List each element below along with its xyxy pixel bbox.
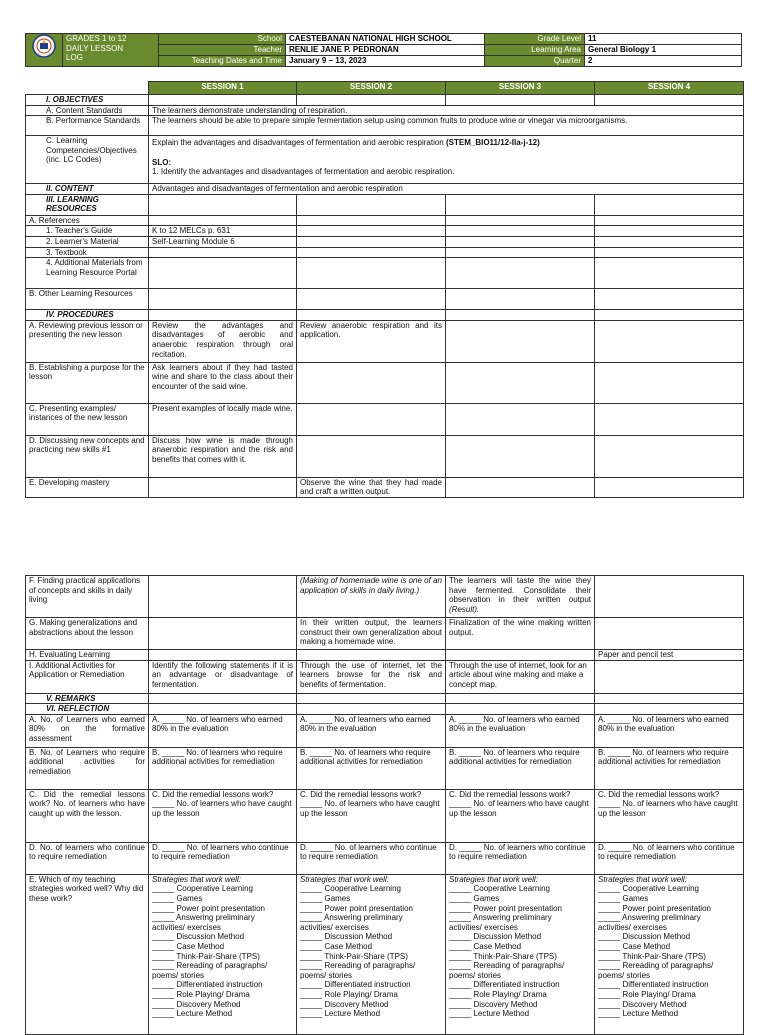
reflection-c-s2: C. Did the remedial lessons work? _____ No. of learners who have caught up the lesson xyxy=(297,789,446,842)
mastery-label: E. Developing mastery xyxy=(26,477,149,497)
log-title-line2: DAILY LESSON xyxy=(66,43,124,53)
reflection-a-s1: A. _____ No. of learners who earned 80% in the evaluation xyxy=(149,714,297,747)
strategy-item: _____ Case Method xyxy=(152,941,225,951)
strategy-item: _____ Differentiated instruction xyxy=(449,980,560,990)
log-title-line3: LOG xyxy=(66,53,83,63)
reflection-d-s3: D. _____ No. of learners who continue to require remediation xyxy=(446,842,595,874)
quarter-label: Quarter xyxy=(485,56,585,67)
strategies-title: Strategies that work well: xyxy=(449,874,538,884)
strategy-item: activities/ exercises xyxy=(152,922,221,932)
reviewing-s2: Review anaerobic respiration and its application. xyxy=(297,320,446,362)
strategy-item: _____ Answering preliminary xyxy=(598,913,701,923)
strategy-item: _____ Discussion Method xyxy=(449,932,542,942)
other-resources-label: B. Other Learning Resources xyxy=(26,289,149,310)
strategy-item: _____ Case Method xyxy=(300,941,373,951)
objectives-heading: I. OBJECTIVES xyxy=(26,95,149,106)
learning-competencies-label: C. Learning Competencies/Objectives (inc. LC Codes) xyxy=(26,136,149,184)
content-standards-label: A. Content Standards xyxy=(26,105,149,116)
remarks-heading: V. REMARKS xyxy=(26,693,149,704)
applications-s2: (Making of homemade wine is one of an application of skills in daily living.) xyxy=(297,576,446,618)
strategy-item: _____ Role Playing/ Drama xyxy=(152,989,250,999)
additional-materials-label: 4. Additional Materials from Learning Resource Portal xyxy=(26,258,149,289)
procedures-heading: IV. PROCEDURES xyxy=(26,310,149,321)
reflection-d-s2: D. _____ No. of learners who continue to require remediation xyxy=(297,842,446,874)
learners-material-label: 2. Learner's Material xyxy=(26,236,149,247)
teacher-value: RENLIE JANE P. PEDRONAN xyxy=(286,45,485,56)
slo-label: SLO: xyxy=(152,157,172,167)
strategy-item: _____ Games xyxy=(152,893,203,903)
log-title xyxy=(63,34,159,67)
mastery-s2: Observe the wine that they had made and craft a written output. xyxy=(297,477,446,497)
strategy-item: _____ Differentiated instruction xyxy=(152,980,263,990)
session-4-header: SESSION 4 xyxy=(595,82,744,95)
area-label: Learning Area xyxy=(485,45,585,56)
generalizations-s2: In their written output, the learners construct their own generalization about making a homemade wine. xyxy=(297,618,446,650)
strategy-item: _____ Power point presentation xyxy=(598,903,711,913)
purpose-s1: Ask learners about if they had tasted wine and share to the class about their encounter of the said wine. xyxy=(149,362,297,403)
school-value: CAESTEBANAN NATIONAL HIGH SCHOOL xyxy=(286,34,485,45)
lesson-table-bottom xyxy=(25,575,744,1035)
strategy-item: _____ Case Method xyxy=(449,941,522,951)
strategy-item: _____ Answering preliminary xyxy=(449,913,552,923)
strategy-item: _____ Think-Pair-Share (TPS) xyxy=(449,951,557,961)
session-1-header: SESSION 1 xyxy=(149,82,297,95)
grade-label: Grade Level xyxy=(485,34,585,45)
content-text: Advantages and disadvantages of fermentation and aerobic respiration xyxy=(149,184,744,195)
dates-value: January 9 – 13, 2023 xyxy=(286,56,485,67)
strategy-item: _____ Discussion Method xyxy=(152,932,245,942)
references-label: A. References xyxy=(26,215,149,226)
strategy-item: _____ Cooperative Learning xyxy=(449,884,550,894)
strategy-item: _____ Rereading of paragraphs/ xyxy=(598,961,714,971)
strategy-item: _____ Lecture Method xyxy=(152,1009,233,1019)
strategy-item: _____ Think-Pair-Share (TPS) xyxy=(300,951,408,961)
strategy-item: _____ Power point presentation xyxy=(300,903,413,913)
content-standards-text: The learners demonstrate understanding of respiration. xyxy=(149,105,744,116)
competency-code: (STEM_BIO11/12-IIa-j-12) xyxy=(445,138,540,148)
strategy-item: _____ Differentiated instruction xyxy=(300,980,411,990)
strategy-item: activities/ exercises xyxy=(300,922,369,932)
strategy-item: _____ Games xyxy=(300,893,351,903)
reflection-b-label: B. No. of Learners who require additional activities for remediation xyxy=(26,747,149,789)
strategy-item: _____ Power point presentation xyxy=(152,903,265,913)
strategy-item: _____ Differentiated instruction xyxy=(598,980,709,990)
strategy-item: _____ Discovery Method xyxy=(598,999,687,1009)
reviewing-s1: Review the advantages and disadvantages of aerobic and anaerobic respiration through oral recitation. xyxy=(149,320,297,362)
strategies-title: Strategies that work well: xyxy=(152,874,241,884)
strategy-item: _____ Role Playing/ Drama xyxy=(300,989,398,999)
generalizations-s3: Finalization of the wine making written output. xyxy=(446,618,595,650)
strategy-item: _____ Games xyxy=(449,893,500,903)
log-title-line1: GRADES 1 to 12 xyxy=(66,34,127,43)
additional-activities-s3: Through the use of internet, look for an article about wine making and make a concept map. xyxy=(446,660,595,693)
competency-text: Explain the advantages and disadvantages of fermentation and aerobic respiration xyxy=(152,138,444,148)
strategy-item: _____ Cooperative Learning xyxy=(300,884,401,894)
applications-s3-text: The learners will taste the wine they have fermented. Consolidate their observation in their written output xyxy=(449,576,591,605)
strategy-item: _____ Case Method xyxy=(598,941,671,951)
strategy-item: _____ Think-Pair-Share (TPS) xyxy=(152,951,260,961)
performance-standards-text: The learners should be able to prepare simple fermentation setup using common fruits to produce wine or vinegar via microorganisms. xyxy=(149,116,744,136)
reflection-c-s1: C. Did the remedial lessons work? _____ No. of learners who have caught up the lesson xyxy=(149,789,297,842)
additional-activities-s2: Through the use of internet, let the learners browse for the risk and benefits of fermentation. xyxy=(297,660,446,693)
reflection-d-label: D. No. of learners who continue to require remediation xyxy=(26,842,149,874)
teachers-guide-label: 1. Teacher's Guide xyxy=(26,226,149,237)
session-corner xyxy=(26,82,149,95)
presenting-label: C. Presenting examples/ instances of the new lesson xyxy=(26,403,149,435)
strategy-item: poems/ stories xyxy=(152,970,205,980)
deped-seal-cell xyxy=(26,34,63,67)
strategy-item: poems/ stories xyxy=(598,970,651,980)
reflection-d-s1: D. _____ No. of learners who continue to require remediation xyxy=(149,842,297,874)
strategy-item: _____ Lecture Method xyxy=(449,1009,530,1019)
discussing-s1: Discuss how wine is made through anaerobic respiration and the risk and benefits that comes with it. xyxy=(149,435,297,477)
learners-material-value: Self-Learning Module 6 xyxy=(149,236,297,247)
session-3-header: SESSION 3 xyxy=(446,82,595,95)
discussing-label: D. Discussing new concepts and practicing new skills #1 xyxy=(26,435,149,477)
evaluating-label: H. Evaluating Learning xyxy=(26,650,149,661)
deped-seal-icon xyxy=(32,34,56,58)
strategy-item: _____ Role Playing/ Drama xyxy=(598,989,696,999)
strategy-item: _____ Discussion Method xyxy=(300,932,393,942)
strategy-item: _____ Discovery Method xyxy=(449,999,538,1009)
teachers-guide-value: K to 12 MELCs p. 631 xyxy=(149,226,297,237)
reflection-d-s4: D. _____ No. of learners who continue to require remediation xyxy=(595,842,744,874)
strategy-item: _____ Power point presentation xyxy=(449,903,562,913)
grade-value: 11 xyxy=(585,34,742,45)
reflection-a-s2: A. _____ No. of learners who earned 80% in the evaluation xyxy=(297,714,446,747)
strategies-s2 xyxy=(297,874,446,1034)
header-table xyxy=(25,33,742,67)
reflection-b-s4: B. _____ No. of learners who require additional activities for remediation xyxy=(595,747,744,789)
strategies-s3 xyxy=(446,874,595,1034)
presenting-s1: Present examples of locally made wine. xyxy=(149,403,297,435)
dates-label: Teaching Dates and Time xyxy=(159,56,286,67)
lesson-table-top xyxy=(25,81,744,498)
evaluating-s4: Paper and pencil test xyxy=(595,650,744,661)
area-value: General Biology 1 xyxy=(585,45,742,56)
learning-competencies-cell xyxy=(149,136,744,184)
generalizations-label: G. Making generalizations and abstractions about the lesson xyxy=(26,618,149,650)
strategy-item: _____ Rereading of paragraphs/ xyxy=(300,961,416,971)
reflection-a-s4: A. _____ No. of learners who earned 80% in the evaluation xyxy=(595,714,744,747)
strategy-item: _____ Lecture Method xyxy=(598,1009,679,1019)
reflection-b-s1: B. _____ No. of learners who require additional activities for remediation xyxy=(149,747,297,789)
learning-resources-heading: III. LEARNING RESOURCES xyxy=(26,194,149,215)
strategy-item: _____ Cooperative Learning xyxy=(152,884,253,894)
textbook-label: 3. Textbook xyxy=(26,247,149,258)
strategy-item: poems/ stories xyxy=(300,970,353,980)
strategies-title: Strategies that work well: xyxy=(300,874,389,884)
applications-s3 xyxy=(446,576,595,618)
teacher-label: Teacher xyxy=(159,45,286,56)
reflection-c-s3: C. Did the remedial lessons work? _____ No. of learners who have caught up the lesson xyxy=(446,789,595,842)
reflection-b-s2: B. _____ No. of learners who require additional activities for remediation xyxy=(297,747,446,789)
strategy-item: _____ Answering preliminary xyxy=(152,913,255,923)
strategies-title: Strategies that work well: xyxy=(598,874,687,884)
strategy-item: _____ Rereading of paragraphs/ xyxy=(449,961,565,971)
school-label: School xyxy=(159,34,286,45)
reflection-c-s4: C. Did the remedial lessons work? _____ No. of learners who have caught up the lesson xyxy=(595,789,744,842)
strategies-s1 xyxy=(149,874,297,1034)
strategy-item: activities/ exercises xyxy=(449,922,518,932)
reflection-a-s3: A. _____ No. of learners who earned 80% in the evaluation xyxy=(446,714,595,747)
performance-standards-label: B. Performance Standards xyxy=(26,116,149,136)
content-heading: II. CONTENT xyxy=(26,184,149,195)
strategy-item: poems/ stories xyxy=(449,970,502,980)
reviewing-label: A. Reviewing previous lesson or presenting the new lesson xyxy=(26,320,149,362)
reflection-a-label: A. No. of Learners who earned 80% on the formative assessment xyxy=(26,714,149,747)
reflection-c-label: C. Did the remedial lessons work? No. of learners who have caught up with the lesson. xyxy=(26,789,149,842)
reflection-e-label: E. Which of my teaching strategies worked well? Why did these work? xyxy=(26,874,149,1034)
strategy-item: _____ Answering preliminary xyxy=(300,913,403,923)
session-2-header: SESSION 2 xyxy=(297,82,446,95)
strategy-item: _____ Discussion Method xyxy=(598,932,691,942)
strategies-s4 xyxy=(595,874,744,1034)
strategy-item: _____ Cooperative Learning xyxy=(598,884,699,894)
purpose-label: B. Establishing a purpose for the lesson xyxy=(26,362,149,403)
reflection-heading: VI. REFLECTION xyxy=(26,704,149,715)
reflection-b-s3: B. _____ No. of learners who require additional activities for remediation xyxy=(446,747,595,789)
strategy-item: _____ Think-Pair-Share (TPS) xyxy=(598,951,706,961)
slo-text: 1. Identify the advantages and disadvantages of fermentation and aerobic respiration. xyxy=(152,167,455,177)
applications-label: F. Finding practical applications of concepts and skills in daily living xyxy=(26,576,149,618)
additional-activities-s1: Identify the following statements if it is an advantage or disadvantage of fermentation. xyxy=(149,660,297,693)
strategy-item: activities/ exercises xyxy=(598,922,667,932)
strategy-item: _____ Lecture Method xyxy=(300,1009,381,1019)
strategy-item: _____ Games xyxy=(598,893,649,903)
strategy-item: _____ Discovery Method xyxy=(152,999,241,1009)
quarter-value: 2 xyxy=(585,56,742,67)
additional-activities-label: I. Additional Activities for Application or Remediation xyxy=(26,660,149,693)
strategy-item: _____ Rereading of paragraphs/ xyxy=(152,961,268,971)
strategy-item: _____ Discovery Method xyxy=(300,999,389,1009)
applications-s3-result: (Result). xyxy=(449,604,480,614)
strategy-item: _____ Role Playing/ Drama xyxy=(449,989,547,999)
